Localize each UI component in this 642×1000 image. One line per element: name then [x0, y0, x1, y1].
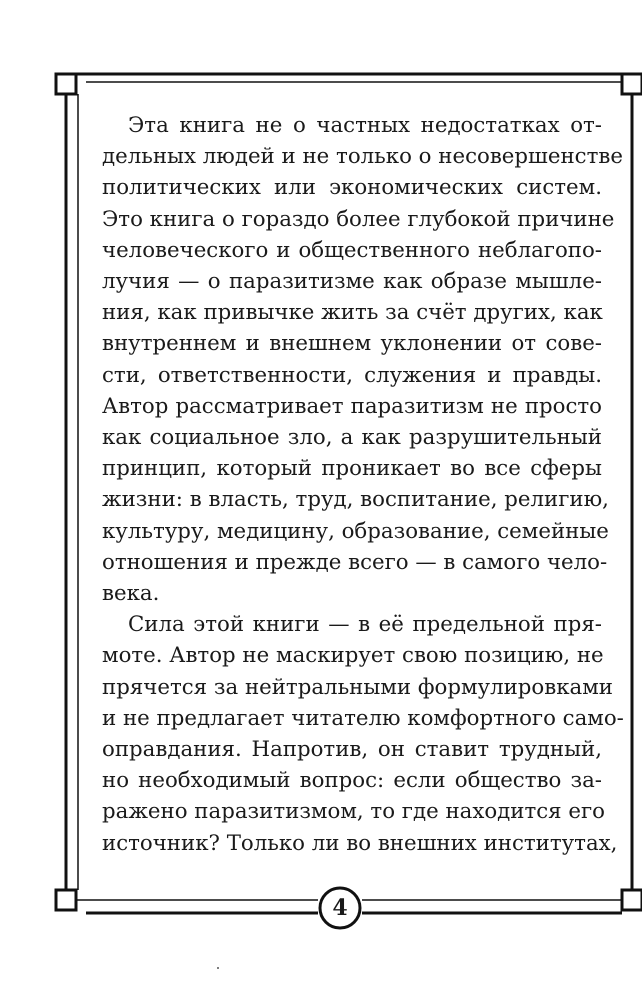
text-line: культуру, медицину, образование, семейные — [102, 518, 609, 544]
text-line: ражено паразитизмом, то где находится его — [102, 799, 605, 825]
text-line: но необходимый вопрос: если общество за- — [102, 768, 602, 794]
text-line: жизни: в власть, труд, воспитание, религию, — [102, 487, 609, 513]
body-text — [102, 110, 624, 859]
text-line: отношения и прежде всего — в самого чело- — [102, 549, 608, 575]
text-line: прячется за нейтральными формулировками — [102, 674, 614, 700]
text-line: Это книга о гораздо более глубокой причине — [102, 206, 615, 232]
text-line: дельных людей и не только о несовершенстве — [102, 144, 623, 170]
text-line: ния, как привычке жить за счёт других, как — [102, 300, 603, 326]
speck — [217, 967, 219, 969]
text-line: оправдания. Напротив, он ставит трудный, — [102, 737, 602, 763]
corner-ornament-top-left — [56, 74, 76, 94]
text-line: и не предлагает читателю комфортного само- — [102, 705, 624, 731]
page-number: 4 — [332, 895, 348, 921]
corner-ornament-top-right — [622, 74, 642, 94]
text-line: принцип, который проникает во все сферы — [102, 456, 602, 482]
text-line: моте. Автор не маскирует свою позицию, не — [102, 643, 604, 669]
text-line: человеческого и общественного неблагопо- — [102, 237, 602, 263]
corner-ornament-bottom-right — [622, 890, 642, 910]
paragraph — [102, 609, 624, 859]
text-line: сти, ответственности, служения и правды. — [102, 362, 602, 388]
text-line: источник? Только ли во внешних институтах, — [102, 830, 618, 856]
paragraph — [102, 110, 623, 609]
text-line: внутреннем и внешнем уклонении от сове- — [102, 331, 602, 357]
text-line: Сила этой книги — в её предельной пря- — [128, 612, 602, 638]
corner-ornament-bottom-left — [56, 890, 76, 910]
text-line: политических или экономических систем. — [102, 175, 602, 201]
text-line: Эта книга не о частных недостатках от- — [128, 113, 602, 138]
text-line: века. — [102, 581, 160, 607]
text-line: Автор рассматривает паразитизм не просто — [102, 393, 602, 419]
text-line: лучия — о паразитизме как образе мышле- — [102, 269, 602, 295]
text-line: как социальное зло, а как разрушительный — [102, 425, 602, 451]
